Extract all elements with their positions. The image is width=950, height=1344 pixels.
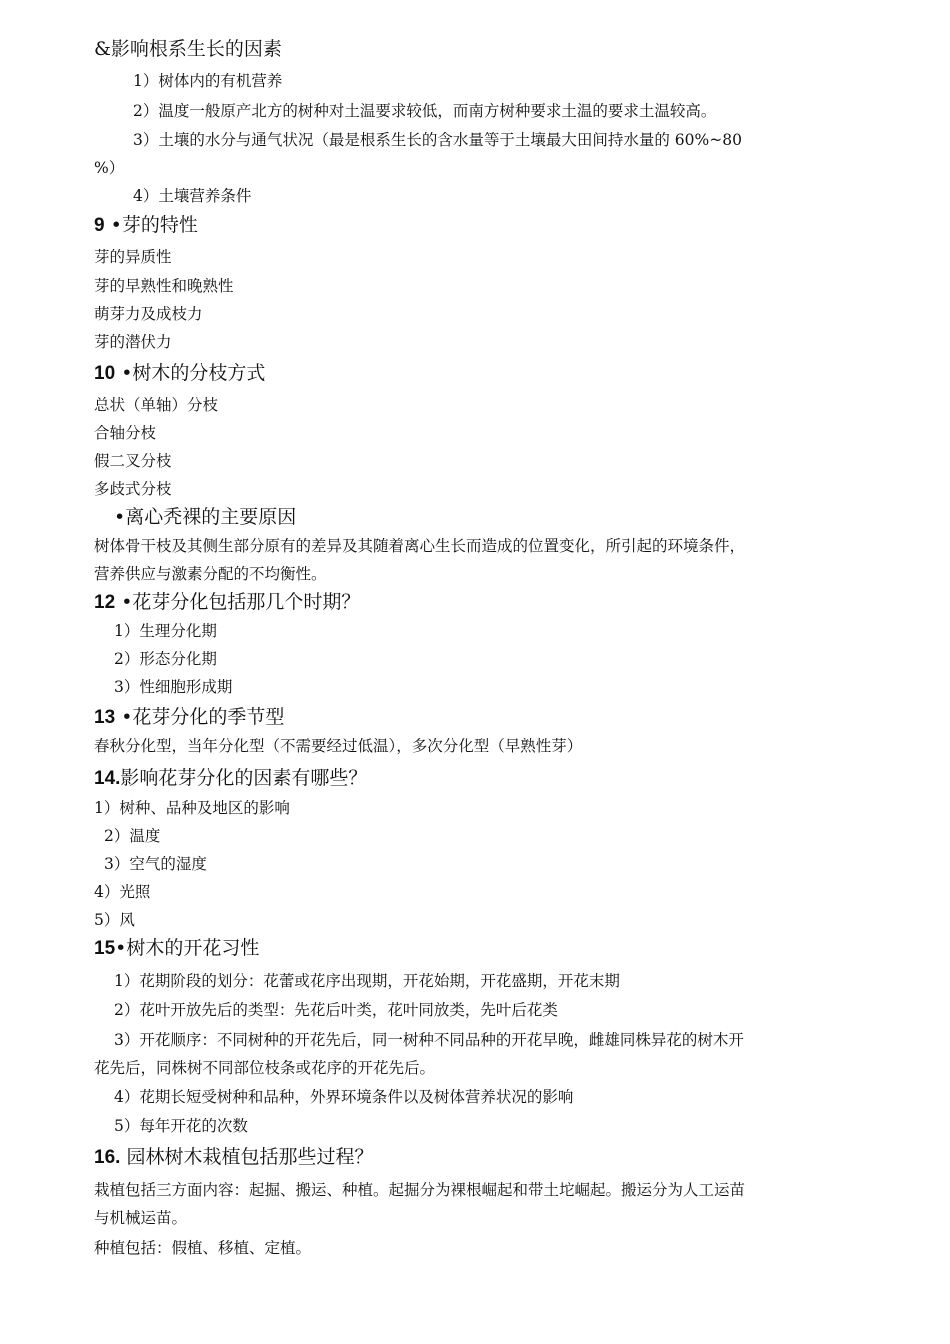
section-15-line-6: 5）每年开花的次数	[114, 1117, 248, 1135]
section-10-item-4: 多歧式分枝	[94, 480, 172, 498]
section-10-heading	[94, 362, 265, 386]
section-9-number: 9	[94, 215, 105, 236]
section-8-item-2: 2）温度一般原产北方的树种对土温要求较低，而南方树种要求土温的要求土温较高。	[133, 102, 717, 120]
section-14-item-5: 5）风	[94, 911, 135, 929]
section-8-heading: &影响根系生长的因素	[94, 38, 282, 60]
section-16-line-3: 种植包括：假植、移植、定植。	[94, 1239, 312, 1257]
section-12-heading	[94, 591, 360, 615]
section-9-item-4: 芽的潜伏力	[94, 333, 172, 351]
section-12-title: •花芽分化包括那几个时期？	[121, 591, 361, 613]
section-13-title: •花芽分化的季节型	[121, 706, 285, 728]
section-14-number: 14.	[94, 768, 121, 789]
section-8-item-3: 3）土壤的水分与通气状况（最是根系生长的含水量等于土壤最大田间持水量的 60%~80	[133, 131, 742, 149]
section-15-title: •树木的开花习性	[115, 937, 260, 959]
section-9-item-1: 芽的异质性	[94, 248, 172, 266]
section-10-item-1: 总状（单轴）分枝	[94, 396, 219, 414]
section-15-number: 15	[94, 938, 116, 959]
section-13-heading	[94, 706, 284, 730]
section-12-number: 12	[94, 592, 116, 613]
section-15-line-1: 1）花期阶段的划分：花蕾或花序出现期，开花始期，开花盛期，开花末期	[114, 972, 620, 990]
section-9-title: •芽的特性	[110, 214, 198, 236]
section-16-line-1: 栽植包括三方面内容：起掘、搬运、种植。起掘分为裸根崛起和带土坨崛起。搬运分为人工运苗	[94, 1181, 746, 1199]
section-10-title: •树木的分枝方式	[121, 362, 266, 384]
section-8-item-3-cont: %）	[94, 159, 125, 177]
section-11-heading: •离心秃裸的主要原因	[114, 506, 297, 528]
section-14-heading	[94, 767, 367, 791]
section-9-item-2: 芽的早熟性和晚熟性	[94, 277, 234, 295]
section-16-line-2: 与机械运苗。	[94, 1209, 188, 1227]
section-15-line-5: 4）花期长短受树种和品种，外界环境条件以及树体营养状况的影响	[114, 1088, 574, 1106]
section-10-item-3: 假二叉分枝	[94, 452, 172, 470]
section-16-title: 园林树木栽植包括那些过程？	[126, 1146, 374, 1168]
section-14-item-2: 2）温度	[104, 827, 161, 845]
section-11-line-2: 营养供应与激素分配的不均衡性。	[94, 565, 327, 583]
section-9-item-3: 萌芽力及成枝力	[94, 305, 203, 323]
section-8-item-1: 1）树体内的有机营养	[133, 72, 283, 90]
section-12-item-3: 3）性细胞形成期	[114, 678, 233, 696]
section-14-item-3: 3）空气的湿度	[104, 855, 207, 873]
section-14-item-1: 1）树种、品种及地区的影响	[94, 799, 290, 817]
section-15-line-3: 3）开花顺序：不同树种的开花先后，同一树种不同品种的开花早晚，雌雄同株异花的树木开	[114, 1031, 744, 1049]
section-11-line-1: 树体骨干枝及其侧生部分原有的差异及其随着离心生长而造成的位置变化，所引起的环境条件，	[94, 537, 746, 555]
section-9-heading	[94, 214, 198, 238]
section-12-item-1: 1）生理分化期	[114, 622, 217, 640]
section-15-line-2: 2）花叶开放先后的类型：先花后叶类，花叶同放类，先叶后花类	[114, 1001, 558, 1019]
section-13-number: 13	[94, 707, 116, 728]
section-12-item-2: 2）形态分化期	[114, 650, 217, 668]
section-16-number: 16.	[94, 1147, 121, 1168]
section-14-title: 影响花芽分化的因素有哪些？	[120, 767, 368, 789]
section-16-heading	[94, 1146, 373, 1170]
section-13-text: 春秋分化型，当年分化型（不需要经过低温），多次分化型（早熟性芽）	[94, 737, 583, 755]
section-8-item-4: 4）土壤营养条件	[133, 187, 252, 205]
section-10-number: 10	[94, 363, 116, 384]
section-10-item-2: 合轴分枝	[94, 424, 157, 442]
section-14-item-4: 4）光照	[94, 883, 151, 901]
section-15-heading	[94, 937, 259, 961]
section-15-line-4: 花先后，同株树不同部位枝条或花序的开花先后。	[94, 1059, 436, 1077]
